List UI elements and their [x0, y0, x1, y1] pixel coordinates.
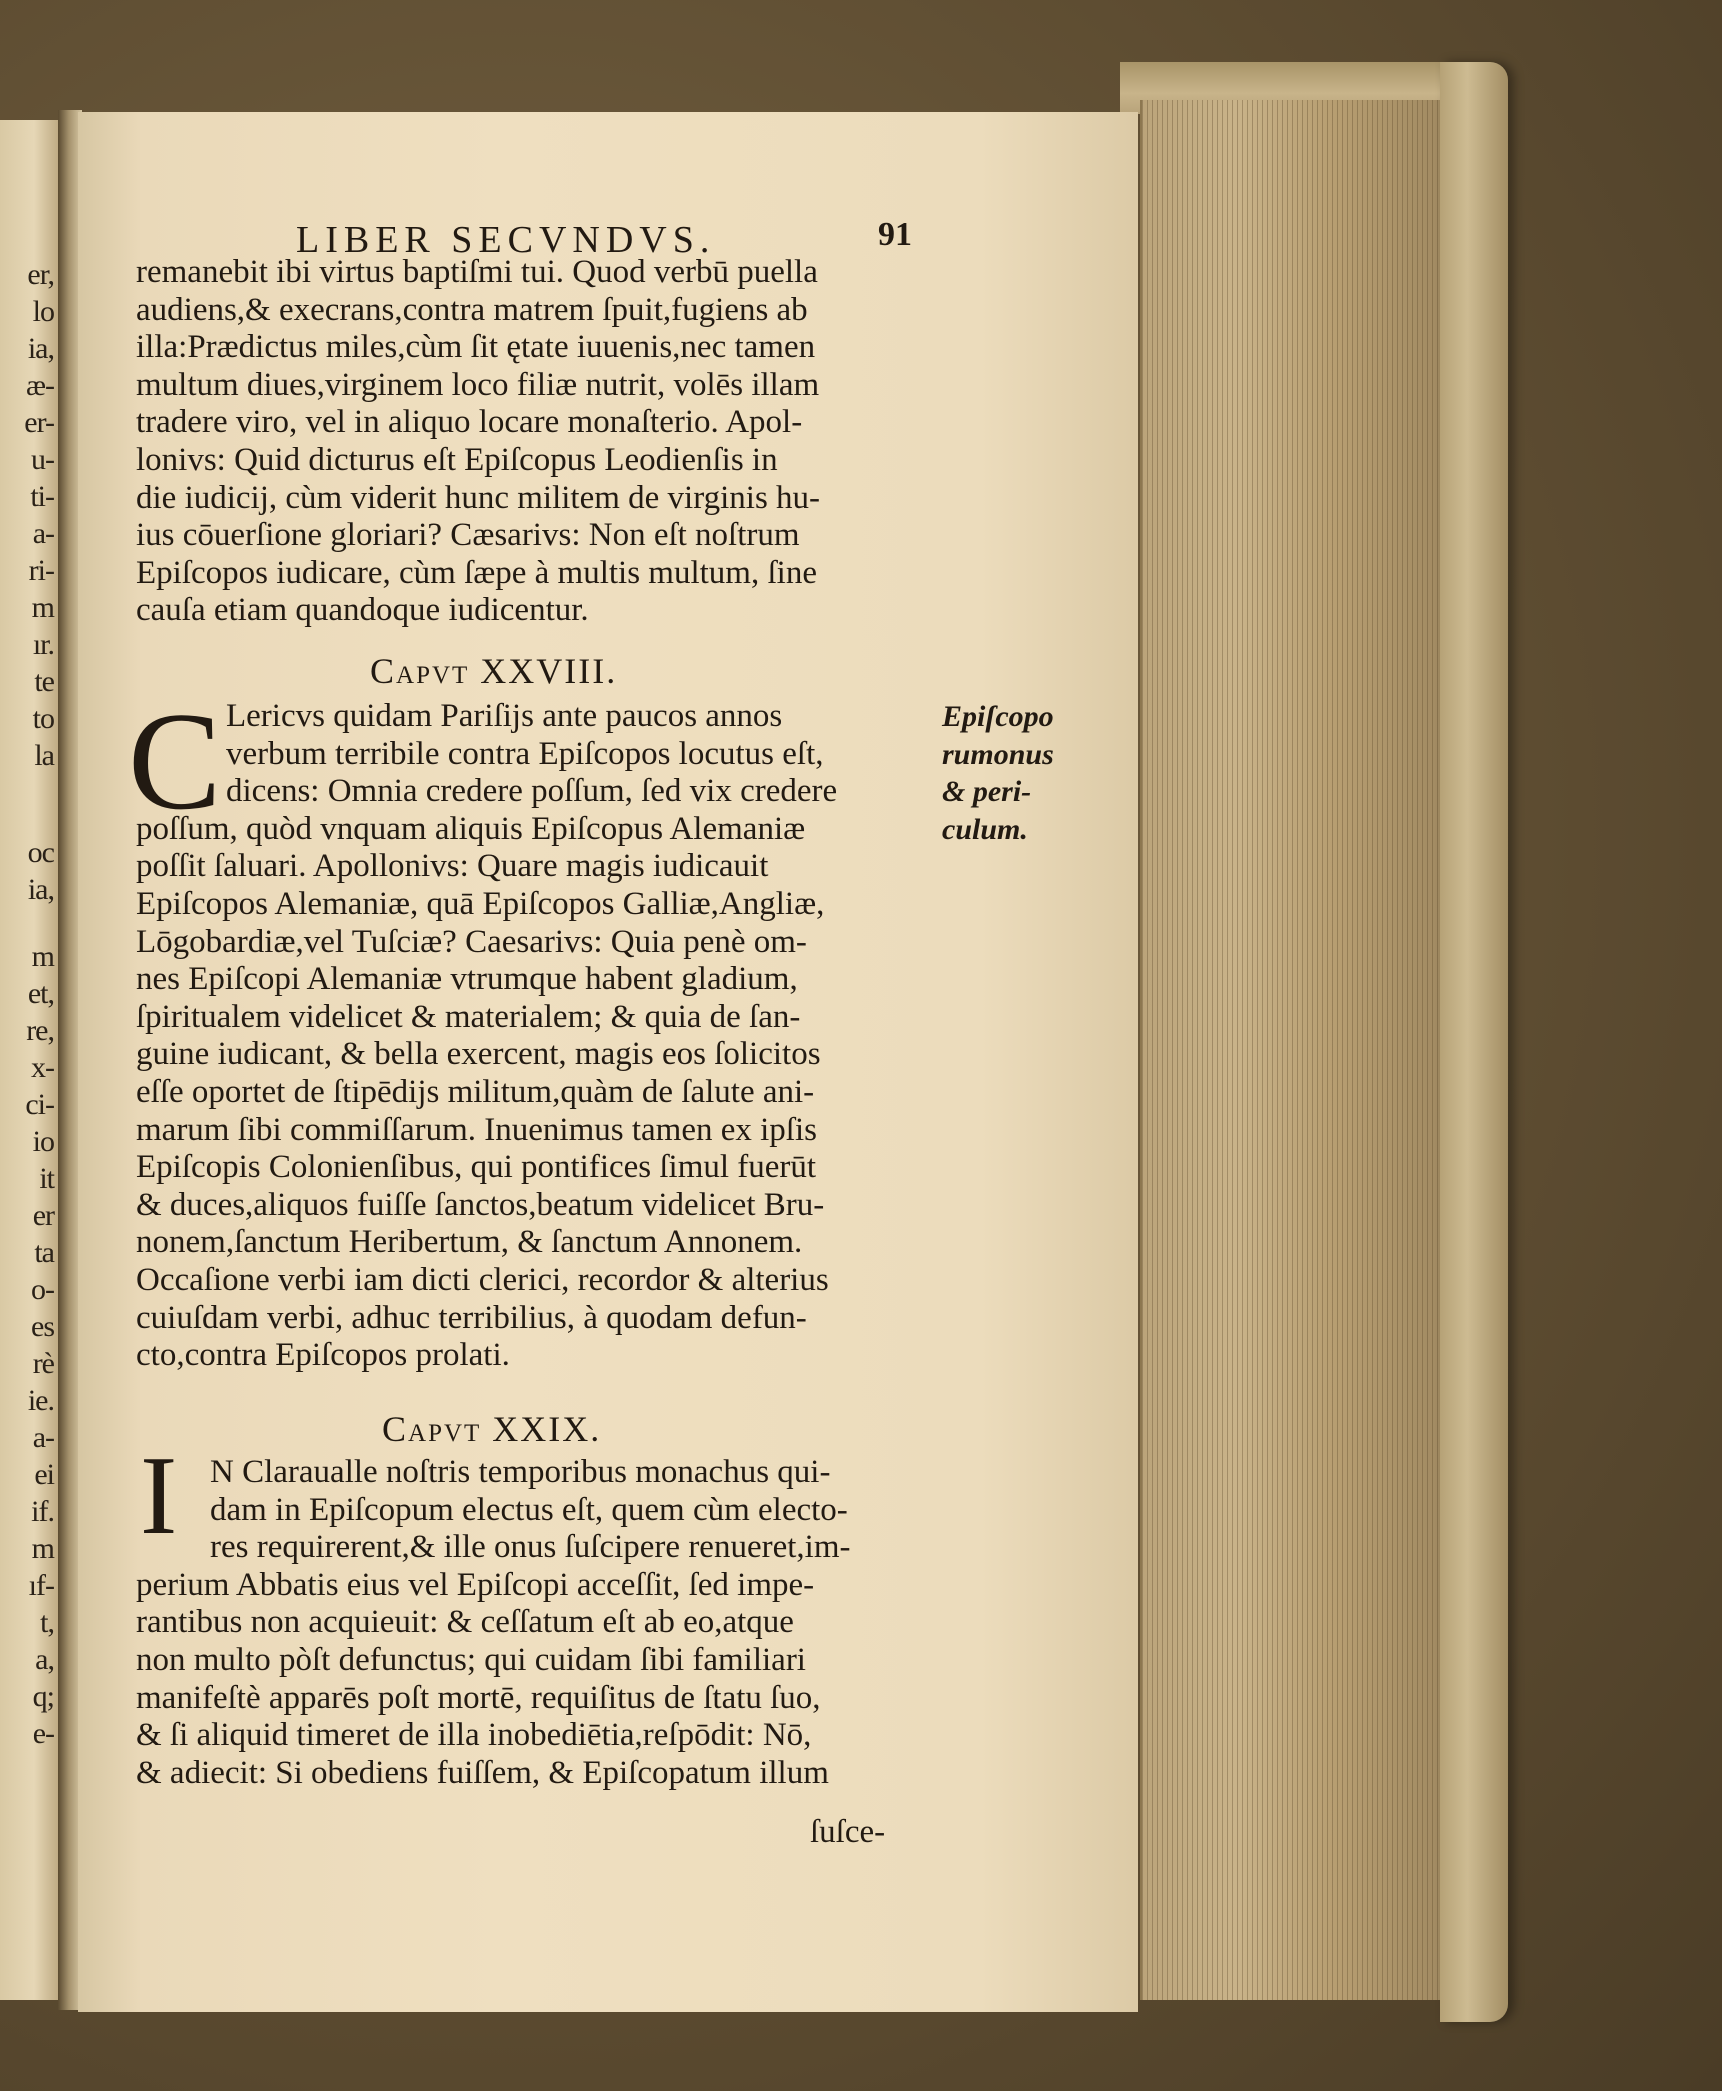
- text-line: perium Abbatis eius vel Epiſcopi acceſſit, ſed impe-: [136, 1566, 815, 1603]
- text-line: cauſa etiam quandoque iudicentur.: [136, 592, 589, 629]
- text-line: & duces,aliquos fuiſſe ſanctos,beatum videlicet Bru-: [136, 1186, 825, 1223]
- left-page-fragment: ri-: [28, 554, 54, 587]
- left-page-fragment: la: [34, 739, 54, 772]
- text-line: Occaſione verbi iam dicti clerici, recordor & alterius: [136, 1262, 829, 1298]
- left-page-fragment: if.: [31, 1495, 54, 1528]
- text-line: ſpiritualem videlicet & materialem; & quia de ſan-: [136, 998, 801, 1035]
- left-page-fragment: ta: [34, 1236, 54, 1269]
- chapter-28-dropcap: C: [128, 684, 222, 839]
- text-line: Epiſcopos Alemaniæ, quā Epiſcopos Galliæ,Angliæ,: [136, 886, 825, 922]
- left-page-fragment: m: [31, 940, 54, 973]
- text-line: marum ſibi commiſſarum. Inuenimus tamen ex ipſis: [136, 1111, 817, 1148]
- left-page-fragment: er-: [24, 406, 54, 439]
- left-page-fragment: ıf-: [28, 1569, 54, 1602]
- chapter-29-dropcap: I: [140, 1434, 178, 1558]
- page-fore-edge: [1140, 100, 1454, 2000]
- margin-note-line: rumonus: [942, 737, 1054, 771]
- text-line: Lōgobardiæ,vel Tuſciæ? Caesarivs: Quia penè om-: [136, 923, 807, 960]
- left-page-fragment: et,: [27, 977, 54, 1010]
- left-page-fragment: q;: [32, 1680, 54, 1713]
- text-line: non multo pòſt defunctus; qui cuidam ſibi familiari: [136, 1642, 806, 1678]
- text-line: tradere viro, vel in aliquo locare monaſterio. Apol-: [136, 404, 803, 441]
- text-line: eſſe oportet de ſtipēdijs militum,quàm de ſalute ani-: [136, 1074, 815, 1110]
- left-page-fragment: ia,: [27, 873, 54, 906]
- left-page-fragment: to: [32, 702, 54, 735]
- left-page-fragment: t,: [40, 1606, 54, 1639]
- text-line: dam in Epiſcopum electus eſt, quem cùm electo-: [210, 1491, 848, 1528]
- text-line: nonem,ſanctum Heribertum, & ſanctum Annonem.: [136, 1224, 803, 1261]
- text-line: nes Epiſcopi Alemaniæ vtrumque habent gladium,: [136, 961, 798, 998]
- text-line: die iudicij, cùm viderit hunc militem de virginis hu-: [136, 479, 821, 516]
- text-line: N Claraualle noſtris temporibus monachus qui-: [210, 1454, 831, 1490]
- left-page-fragment: it: [39, 1162, 54, 1195]
- running-head: LIBER SECVNDVS.: [296, 219, 716, 261]
- text-line: ius cōuerſione gloriari? Cæsarivs: Non eſt noſtrum: [136, 517, 800, 554]
- left-page-sliver: [0, 120, 65, 2000]
- left-page-fragment: m: [31, 1532, 54, 1565]
- left-page-fragment: a,: [35, 1643, 54, 1676]
- text-line: cto,contra Epiſcopos prolati.: [136, 1337, 510, 1374]
- text-line: & ſi aliquid timeret de illa inobediētia,reſpōdit: Nō,: [136, 1717, 812, 1754]
- left-page-fragment: ia,: [27, 332, 54, 365]
- left-page-fragment: æ-: [26, 369, 54, 402]
- left-page-fragment: ır.: [32, 628, 54, 661]
- text-line: poſſit ſaluari. Apollonivs: Quare magis iudicauit: [136, 848, 769, 885]
- text-line: Epiſcopis Colonienſibus, qui pontifices ſimul fuerūt: [136, 1149, 817, 1186]
- text-line: lonivs: Quid dicturus eſt Epiſcopus Leodienſis in: [136, 442, 778, 478]
- left-page-fragment: io: [32, 1125, 54, 1158]
- text-line: res requirerent,& ille onus ſuſcipere renueret,im-: [210, 1529, 851, 1566]
- left-page-fragment: e-: [32, 1717, 54, 1750]
- left-page-fragment: re,: [26, 1014, 54, 1047]
- text-line: Lericvs quidam Pariſijs ante paucos annos: [226, 698, 783, 734]
- text-line: audiens,& execrans,contra matrem ſpuit,fugiens ab: [136, 291, 808, 328]
- text-line: rantibus non acquieuit: & ceſſatum eſt ab eo,atque: [136, 1604, 794, 1641]
- left-page-fragment: rè: [32, 1347, 54, 1380]
- text-line: illa:Prædictus miles,cùm ſit ętate iuuenis,nec tamen: [136, 329, 816, 366]
- folio-number: 91: [878, 216, 912, 253]
- left-page-fragment: x-: [31, 1051, 54, 1084]
- text-line: cuiuſdam verbi, adhuc terribilius, à quodam defun-: [136, 1299, 807, 1336]
- left-page-fragment: a-: [32, 1421, 54, 1454]
- left-page-fragment: er: [32, 1199, 54, 1232]
- left-page-fragment: te: [34, 665, 54, 698]
- catchword: ſuſce-: [810, 1814, 886, 1850]
- left-page-fragment: lo: [32, 295, 54, 328]
- left-page-fragment: a-: [32, 517, 54, 550]
- left-page-fragment: es: [31, 1310, 54, 1343]
- margin-note-line: & peri-: [942, 775, 1032, 809]
- left-page-fragment: er,: [27, 258, 54, 291]
- left-page-fragment: oc: [27, 836, 54, 869]
- chapter-28-heading: Capvt XXVIII.: [370, 651, 618, 691]
- chapter-29-heading: Capvt XXIX.: [382, 1409, 602, 1449]
- text-line: poſſum, quòd vnquam aliquis Epiſcopus Alemaniæ: [136, 810, 806, 847]
- text-line: manifeſtè apparēs poſt mortē, requiſitus de ſtatu ſuo,: [136, 1679, 821, 1716]
- left-page-fragment: ti-: [30, 480, 54, 513]
- left-page-fragment: ie.: [27, 1384, 54, 1417]
- text-line: remanebit ibi virtus baptiſmi tui. Quod verbū puella: [136, 254, 818, 290]
- left-page-fragment: m: [31, 591, 54, 624]
- text-line: verbum terribile contra Epiſcopos locutus eſt,: [226, 735, 824, 772]
- text-line: guine iudicant, & bella exercent, magis eos ſolicitos: [136, 1036, 821, 1073]
- margin-note-line: Epiſcopo: [942, 700, 1054, 733]
- text-line: Epiſcopos iudicare, cùm ſæpe à multis multum, ſine: [136, 554, 817, 591]
- text-line: multum diues,virginem loco filiæ nutrit, volēs illam: [136, 366, 820, 403]
- left-page-fragment: ei: [34, 1458, 54, 1491]
- left-page-fragment: ci-: [25, 1088, 54, 1121]
- book-cover-edge: [1440, 62, 1508, 2022]
- margin-note-line: culum.: [942, 812, 1028, 846]
- left-page-fragment: u-: [31, 443, 54, 476]
- text-line: dicens: Omnia credere poſſum, ſed vix credere: [226, 773, 838, 810]
- left-page-fragment: o-: [31, 1273, 54, 1306]
- text-line: & adiecit: Si obediens fuiſſem, & Epiſcopatum illum: [136, 1754, 829, 1791]
